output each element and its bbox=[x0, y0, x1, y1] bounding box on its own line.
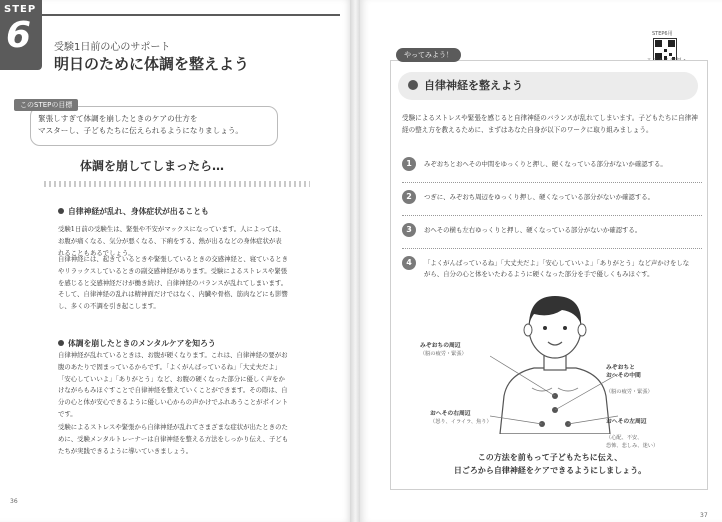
step-number-badge: 3 bbox=[402, 223, 416, 237]
callout-solar-plexus bbox=[420, 342, 467, 358]
bullet-heading-2: 体調を崩したときのメンタルケアを知ろう bbox=[58, 338, 216, 349]
try-tag: やってみよう！ bbox=[396, 48, 461, 62]
step-badge bbox=[0, 0, 42, 70]
qr-label: STEP6用 bbox=[652, 31, 673, 37]
step-number-badge: 4 bbox=[402, 256, 416, 270]
section-heading: 体調を崩してしまったら… bbox=[80, 159, 225, 173]
step-number-badge: 1 bbox=[402, 157, 416, 171]
body-paragraph-3: 自律神経が乱れているときは、お腹が硬くなります。これは、自律神経の要がお腹のあたりで固まっているからです。「よくがんばっているね」「大丈夫だよ」「安心していいよ」「ありがとう」など、お腹の硬くなった部分に優しく声をかけながらもみほぐすことで自律神経を整えていくことができます。その際は、自分の心と体が安心できるように優しい心からの声かけでふれあうことがポイントです。 bbox=[58, 351, 289, 418]
callout-sub: （怒り、イライラ、焦り） bbox=[430, 419, 492, 425]
goal-line-2: マスターし、子どもたちに伝えられるようになりましょう。 bbox=[38, 126, 244, 135]
bullet-heading-1: 自律神経が乱れ、身体症状が出ることも bbox=[58, 206, 209, 217]
step-number: 6 bbox=[6, 15, 32, 56]
left-page bbox=[0, 0, 352, 522]
callout-sub: （脳の疲労・緊張） bbox=[420, 351, 467, 357]
goal-tag: このSTEPの目標 bbox=[14, 99, 78, 111]
page-subtitle: 受験1日前の心のサポート bbox=[54, 42, 171, 53]
right-page bbox=[360, 0, 722, 522]
callout-label: おへその右周辺 bbox=[430, 411, 471, 417]
callout-label: みぞおちと おへその中間 bbox=[606, 365, 641, 379]
goal-line-1: 緊張しすぎて体調を崩したときのケアの仕方を bbox=[38, 114, 198, 123]
body-paragraph-1: 受験1日前の受験生は、緊張や不安がマックスになっています。人によっては、お腹が痛くなる、気分が悪くなる、下痢をする、熱が出るなどの身体症状が表れることもあるでしょう。 bbox=[58, 225, 285, 257]
step-text: みぞおちとおへその中間をゆっくりと押し、硬くなっている部分がないか確認する。 bbox=[424, 160, 667, 168]
callout-label: みぞおちの周辺 bbox=[420, 343, 461, 349]
closing-message: この方法を前もって子どもたちに伝え、 日ごろから自律神経をケアできるようにしましょう。 bbox=[453, 453, 647, 475]
goal-text bbox=[38, 113, 274, 137]
work-step bbox=[402, 223, 702, 249]
bullet-dot-icon bbox=[408, 80, 418, 90]
callout-sub: （脳の疲労・緊張） bbox=[606, 389, 653, 395]
callout-right-navel bbox=[430, 410, 492, 426]
body-paragraph-2: 自律神経には、起きているときや緊張しているときの交感神経と、寝ているときやリラックスしているときの副交感神経があります。受験によるストレスや緊張を感じると交感神経だけが働き続け、自律神経のバランスが乱れてしまいます。そして、自律神経の乱れは精神面だけではなく、内臓や骨格、筋肉などにも影響し、多くの不調を引き起こします。 bbox=[58, 255, 289, 311]
page-number-left: 36 bbox=[10, 498, 18, 505]
step-rule bbox=[40, 14, 340, 16]
callout-between bbox=[606, 356, 653, 404]
callout-label: おへその左周辺 bbox=[606, 419, 647, 425]
work-step bbox=[402, 157, 702, 183]
step-word: STEP bbox=[4, 4, 37, 15]
card-title: 自律神経を整えよう bbox=[424, 79, 523, 92]
card-intro: 受験によるストレスや緊張を感じると自律神経のバランスが乱れてしまいます。子どもたちに自律神経の整え方を教えるために、まずはあなた自身が以下のワークに取り組みましょう。 bbox=[402, 114, 698, 134]
page-title: 明日のために体調を整えよう bbox=[54, 55, 250, 73]
dotted-divider bbox=[44, 181, 310, 187]
callout-sub: （心配、不安、 恐怖、悲しみ、迷い） bbox=[606, 435, 659, 449]
body-illustration bbox=[490, 284, 620, 434]
body-paragraph-4: 受験によるストレスや緊張から自律神経が乱れてさまざまな症状が出たときのために、受験メンタルトレーナーは自律神経を整える方法をしっかり伝え、子どもたちが実践できるように導いていきましょう。 bbox=[58, 423, 289, 455]
step-number-badge: 2 bbox=[402, 190, 416, 204]
page-number-right: 37 bbox=[700, 512, 708, 519]
step-text: つぎに、みぞおち周辺をゆっくり押し、硬くなっている部分がないか確認する。 bbox=[424, 193, 654, 201]
work-step bbox=[402, 190, 702, 216]
step-text: 「よくがんばっているね」「大丈夫だよ」「安心していいよ」「ありがとう」など声かけをしながら、自分の心と体をいたわるように硬くなった部分を手で優しくもみほぐす。 bbox=[424, 259, 690, 278]
step-text: おへその横も左右ゆっくりと押し、硬くなっている部分がないか確認する。 bbox=[424, 226, 642, 234]
